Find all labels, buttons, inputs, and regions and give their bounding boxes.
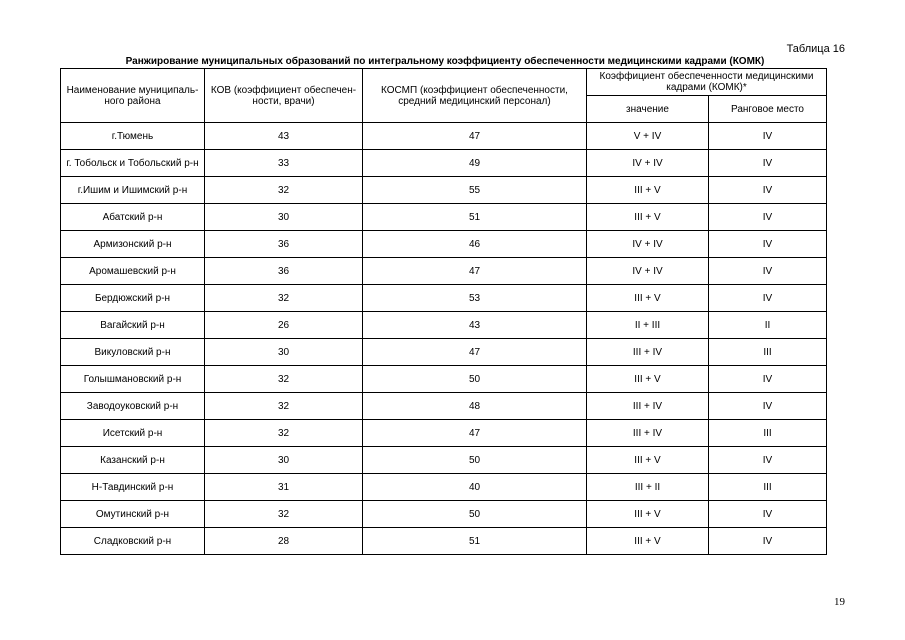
- table-row: [61, 312, 827, 339]
- cell-kov: 36: [205, 231, 363, 258]
- cell-kosmp: 43: [363, 312, 587, 339]
- cell-name: Н-Тавдинский р-н: [61, 474, 205, 501]
- cell-kosmp: 49: [363, 150, 587, 177]
- cell-value: III + IV: [587, 393, 709, 420]
- ranking-table: [60, 68, 827, 555]
- table-row: [61, 150, 827, 177]
- cell-kov: 30: [205, 447, 363, 474]
- cell-kov: 32: [205, 366, 363, 393]
- cell-kov: 31: [205, 474, 363, 501]
- table-row: [61, 447, 827, 474]
- cell-kosmp: 51: [363, 528, 587, 555]
- cell-value: III + II: [587, 474, 709, 501]
- cell-kov: 33: [205, 150, 363, 177]
- cell-rank: IV: [709, 204, 827, 231]
- cell-name: Вагайский р-н: [61, 312, 205, 339]
- header-kov: КОВ (коэффициент обеспечен-ности, врачи): [205, 69, 363, 123]
- table-row: [61, 177, 827, 204]
- cell-kov: 30: [205, 339, 363, 366]
- cell-rank: IV: [709, 123, 827, 150]
- cell-name: г.Ишим и Ишимский р-н: [61, 177, 205, 204]
- cell-value: III + V: [587, 204, 709, 231]
- cell-rank: IV: [709, 258, 827, 285]
- cell-name: Аромашевский р-н: [61, 258, 205, 285]
- cell-rank: III: [709, 339, 827, 366]
- cell-rank: IV: [709, 501, 827, 528]
- cell-rank: IV: [709, 528, 827, 555]
- header-value: значение: [587, 96, 709, 123]
- table-caption: Ранжирование муниципальных образований по интегральному коэффициенту обеспеченности медицинскими кадрами (КОМК): [125, 56, 765, 67]
- table-row: [61, 420, 827, 447]
- cell-value: III + V: [587, 285, 709, 312]
- cell-name: Исетский р-н: [61, 420, 205, 447]
- table-row: [61, 231, 827, 258]
- table-row: [61, 285, 827, 312]
- cell-rank: IV: [709, 285, 827, 312]
- cell-name: Заводоуковский р-н: [61, 393, 205, 420]
- cell-kosmp: 47: [363, 420, 587, 447]
- table-row: [61, 258, 827, 285]
- header-komk-group: Коэффициент обеспеченности медицинскими кадрами (КОМК)*: [587, 69, 827, 96]
- cell-value: II + III: [587, 312, 709, 339]
- cell-kosmp: 46: [363, 231, 587, 258]
- table-row: [61, 123, 827, 150]
- cell-kov: 26: [205, 312, 363, 339]
- cell-kosmp: 47: [363, 339, 587, 366]
- cell-name: Викуловский р-н: [61, 339, 205, 366]
- cell-name: Абатский р-н: [61, 204, 205, 231]
- cell-value: III + V: [587, 447, 709, 474]
- cell-kov: 32: [205, 420, 363, 447]
- cell-name: Голышмановский р-н: [61, 366, 205, 393]
- cell-kov: 32: [205, 177, 363, 204]
- page-number: 19: [834, 596, 845, 608]
- cell-kosmp: 51: [363, 204, 587, 231]
- cell-rank: III: [709, 420, 827, 447]
- cell-kosmp: 47: [363, 123, 587, 150]
- cell-rank: IV: [709, 393, 827, 420]
- cell-rank: IV: [709, 177, 827, 204]
- cell-rank: II: [709, 312, 827, 339]
- cell-value: III + V: [587, 528, 709, 555]
- cell-rank: III: [709, 474, 827, 501]
- cell-kosmp: 50: [363, 447, 587, 474]
- header-name: Наименование муниципаль-ного района: [61, 69, 205, 123]
- cell-name: Бердюжский р-н: [61, 285, 205, 312]
- cell-kov: 32: [205, 285, 363, 312]
- header-rank: Ранговое место: [709, 96, 827, 123]
- table-number-label: Таблица 16: [786, 43, 845, 55]
- cell-value: III + IV: [587, 420, 709, 447]
- cell-value: III + IV: [587, 339, 709, 366]
- table-body: [61, 123, 827, 555]
- cell-kosmp: 50: [363, 366, 587, 393]
- cell-kov: 36: [205, 258, 363, 285]
- cell-rank: IV: [709, 366, 827, 393]
- table-row: [61, 474, 827, 501]
- cell-kov: 32: [205, 501, 363, 528]
- cell-kov: 43: [205, 123, 363, 150]
- table-row: [61, 366, 827, 393]
- cell-kosmp: 40: [363, 474, 587, 501]
- table-row: [61, 528, 827, 555]
- cell-rank: IV: [709, 231, 827, 258]
- cell-value: IV + IV: [587, 150, 709, 177]
- header-kosmp: КОСМП (коэффициент обеспеченности, средний медицинский персонал): [363, 69, 587, 123]
- cell-name: Армизонский р-н: [61, 231, 205, 258]
- table-row: [61, 501, 827, 528]
- cell-rank: IV: [709, 447, 827, 474]
- cell-kov: 32: [205, 393, 363, 420]
- cell-value: IV + IV: [587, 231, 709, 258]
- cell-name: Омутинский р-н: [61, 501, 205, 528]
- cell-name: Казанский р-н: [61, 447, 205, 474]
- table-row: [61, 339, 827, 366]
- cell-name: г.Тюмень: [61, 123, 205, 150]
- cell-kosmp: 53: [363, 285, 587, 312]
- cell-value: III + V: [587, 366, 709, 393]
- cell-kosmp: 50: [363, 501, 587, 528]
- table-row: [61, 393, 827, 420]
- cell-kosmp: 47: [363, 258, 587, 285]
- cell-value: IV + IV: [587, 258, 709, 285]
- cell-kov: 30: [205, 204, 363, 231]
- cell-value: III + V: [587, 501, 709, 528]
- cell-name: г. Тобольск и Тобольский р-н: [61, 150, 205, 177]
- cell-value: V + IV: [587, 123, 709, 150]
- cell-name: Сладковский р-н: [61, 528, 205, 555]
- cell-kosmp: 48: [363, 393, 587, 420]
- cell-rank: IV: [709, 150, 827, 177]
- table-row: [61, 204, 827, 231]
- cell-value: III + V: [587, 177, 709, 204]
- cell-kov: 28: [205, 528, 363, 555]
- cell-kosmp: 55: [363, 177, 587, 204]
